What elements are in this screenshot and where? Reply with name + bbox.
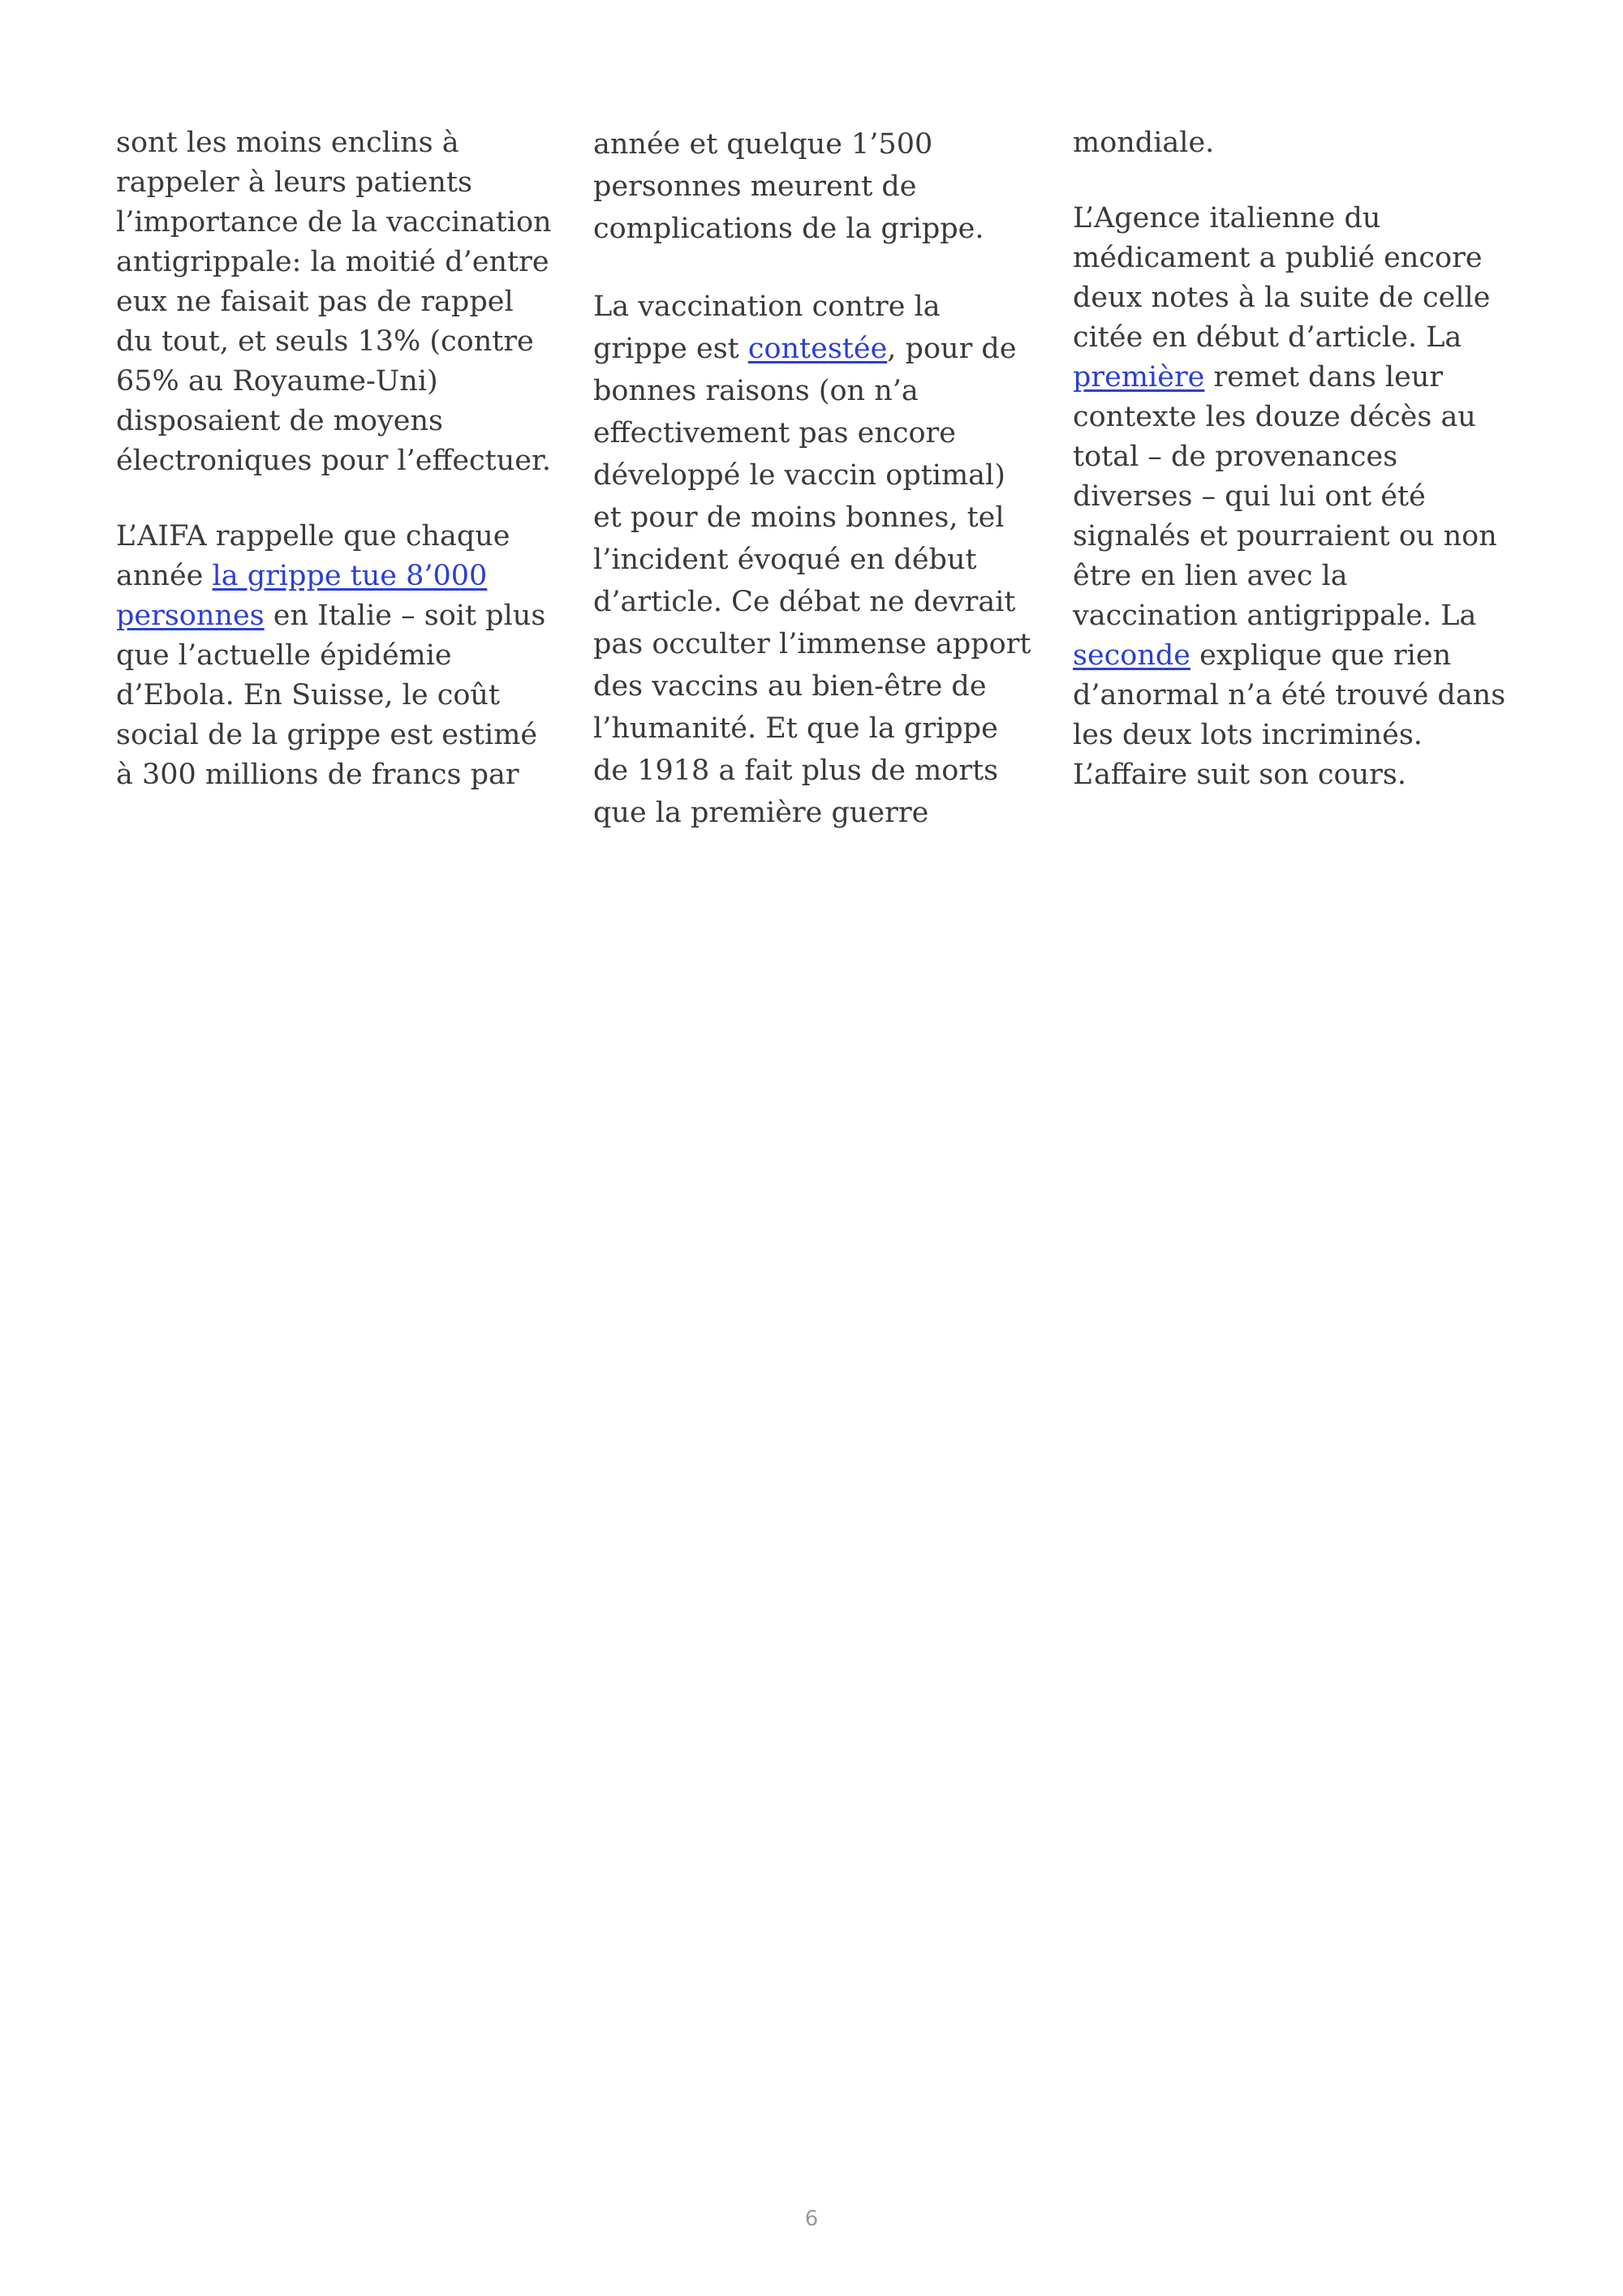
paragraph: [116, 517, 558, 795]
paragraph-text: L’Agence italienne du médicament a publié encore deux notes à la suite de celle citée en début d’article. La: [1073, 202, 1491, 354]
text-column-1: [116, 123, 558, 831]
paragraph-text: mondiale.: [1073, 127, 1215, 159]
paragraph-text: , pour de bonnes raisons (on n’a effectivement pas encore développé le vaccin optimal) et pour de moins bonnes, tel l’incident évoqué en début d’article. Ce débat ne devrait pas occulter l’immense apport des vaccins au bien-être de l’humanité. Et que la grippe de 1918 a fait plus de morts que la première guerre: [593, 333, 1031, 829]
paragraph-text: en Italie – soit plus que l’actuelle épidémie d’Ebola. En Suisse, le coût social de la grippe est estimé à 300 millions de francs par: [116, 600, 546, 791]
paragraph-text: L’AIFA rappelle que chaque année: [116, 520, 510, 592]
link-grippe-tue-8000[interactable]: la grippe tue 8’000 personnes: [116, 560, 488, 632]
paragraph-text: explique que rien d’anormal n’a été trouvé dans les deux lots incriminés. L’affaire suit son cours.: [1073, 639, 1506, 791]
paragraph-text: La vaccination contre la grippe est: [593, 290, 941, 365]
paragraph-text: remet dans leur contexte les douze décès au total – de provenances diverses – qui lui ont été signalés et pourraient ou non être en lien avec la vaccination antigrippale. La: [1073, 361, 1497, 632]
link-premiere[interactable]: première: [1073, 361, 1205, 393]
paragraph: [593, 286, 1035, 834]
paragraph: [116, 123, 558, 481]
text-column-3: [1073, 123, 1515, 831]
paragraph: [1073, 199, 1515, 795]
page-number: 6: [804, 2207, 819, 2231]
paragraph-text: sont les moins enclins à rappeler à leurs patients l’importance de la vaccination antigrippale: la moitié d’entre eux ne faisait pas de rappel du tout, et seuls 13% (contre 65% au Royaume-Uni) disposaient de moyens électroniques pour l’effectuer.: [116, 127, 552, 477]
link-seconde[interactable]: seconde: [1073, 639, 1191, 672]
paragraph: [593, 123, 1035, 250]
paragraph-text: année et quelque 1’500 personnes meurent de complications de la grippe.: [593, 128, 984, 245]
link-contestee[interactable]: contestée: [747, 333, 888, 365]
text-column-2: [593, 123, 1035, 870]
paragraph: [1073, 123, 1515, 163]
